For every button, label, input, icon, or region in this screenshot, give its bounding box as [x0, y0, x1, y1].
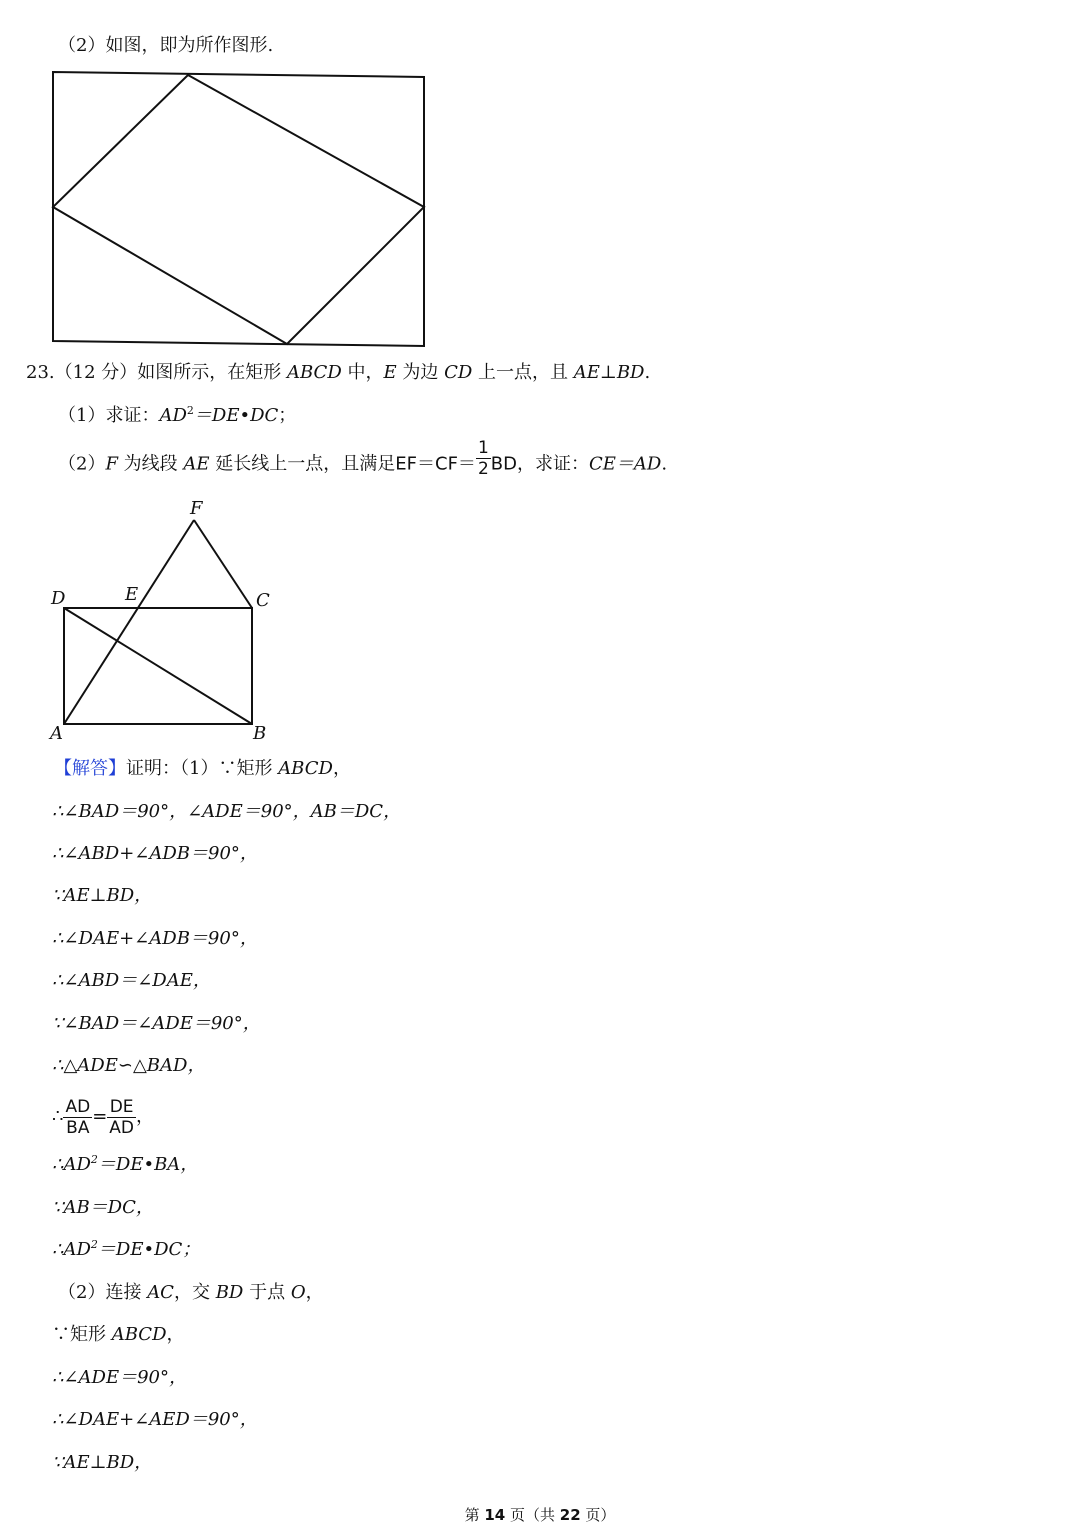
page-number: 14 — [484, 1506, 506, 1524]
label-e: E — [125, 584, 139, 605]
solution-fraction-line: ∴ $\frac{AD}{BA}$ = $\frac{DE}{AD}$ ， — [52, 1096, 155, 1138]
segment-fc — [194, 520, 252, 608]
question-23-stem: 23.（12 分）如图所示，在矩形 ABCD 中，E 为边 CD 上一点，且 AE⊥BD. — [26, 362, 651, 383]
label-a: A — [50, 723, 63, 744]
solution-tag: 【解答】 — [54, 758, 126, 779]
solution-line-10: ∵AB＝DC， — [52, 1197, 154, 1218]
prev-part-text: （2）如图，即为所作图形. — [58, 35, 274, 56]
question-23-part1: （1）求证：$AD^2=DE•DC$； — [58, 404, 297, 426]
solution-line-7: ∴△ADE∽△BAD， — [52, 1055, 206, 1076]
figure-rectangle-abcd — [0, 0, 1080, 760]
page-footer: 第 14 页（共 22 页） — [464, 1506, 616, 1524]
solution-line-11: $\therefore AD^2=DE•DC$； — [52, 1238, 201, 1260]
solution-line-12: （2）连接 AC，交 BD 于点 O， — [58, 1282, 324, 1303]
solution-line-16: ∵AE⊥BD， — [52, 1452, 153, 1473]
question-23-part2: （2）F 为线段 AE 延长线上一点，且满足EF＝CF＝ $\frac{1}{2}$ BD，求证：CE＝AD. — [58, 438, 668, 479]
label-c: C — [256, 590, 270, 611]
solution-intro: 【解答】证明：（1）∵矩形 ABCD， — [54, 758, 351, 779]
diagonal-bd — [64, 608, 252, 724]
label-d: D — [51, 588, 66, 609]
solution-line-15: ∴∠DAE+∠AED＝90°， — [52, 1409, 258, 1430]
solution-line-3: ∵AE⊥BD， — [52, 885, 153, 906]
solution-line-1: ∴∠BAD＝90°，∠ADE＝90°，AB＝DC， — [52, 801, 402, 822]
solution-line-4: ∴∠DAE+∠ADB＝90°， — [52, 928, 258, 949]
solution-line-6: ∵∠BAD＝∠ADE＝90°， — [52, 1013, 261, 1034]
solution-line-2: ∴∠ABD+∠ADB＝90°， — [52, 843, 258, 864]
label-f: F — [190, 498, 203, 519]
solution-line-13: ∵矩形 ABCD， — [52, 1324, 185, 1345]
segment-af — [64, 520, 194, 724]
solution-line-14: ∴∠ADE＝90°， — [52, 1367, 188, 1388]
solution-line-9: $\therefore AD^2=DE•BA$， — [52, 1153, 199, 1175]
solution-line-5: ∴∠ABD＝∠DAE， — [52, 970, 211, 991]
label-b: B — [253, 723, 267, 744]
page-total: 22 — [559, 1506, 581, 1524]
fraction-one-half: $\frac{1}{2}$ — [477, 438, 489, 479]
